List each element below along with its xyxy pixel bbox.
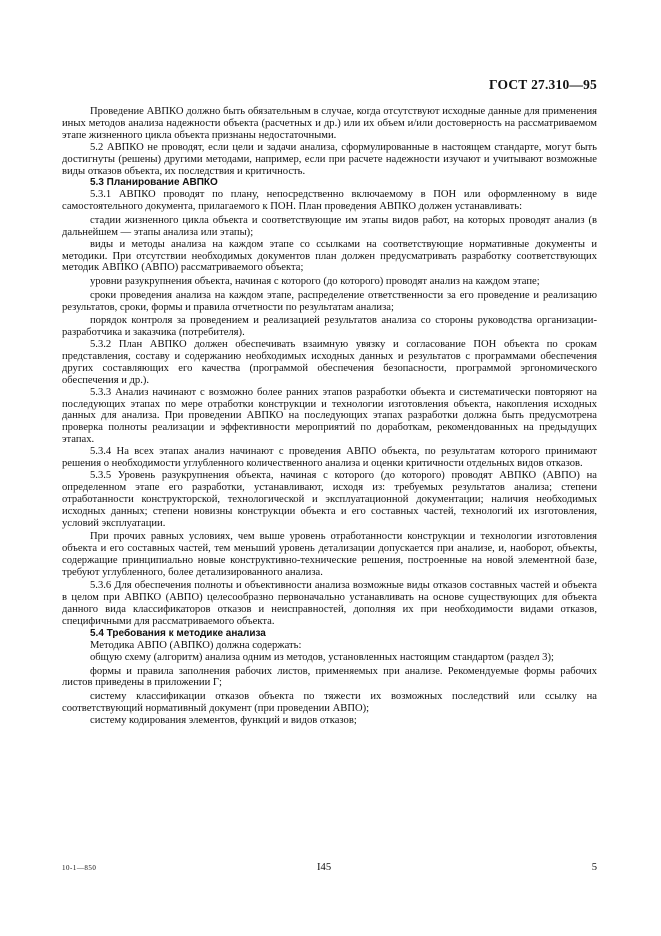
list-item: общую схему (алгоритм) анализа одним из методов, установленных настоящим стандартом (раздел 3); [90, 651, 554, 663]
print-code: 10-1—850 [62, 864, 97, 872]
paragraph: 5.2 АВПКО не проводят, если цели и задачи анализа, сформулированные в настоящем стандарте, могут быть достигнуты (решены) другими методами, например, если при расчете надежности изучают и учитывают возможные виды отказов объекта, их последствия и критичность. [62, 141, 597, 177]
list-item: систему классификации отказов объекта по тяжести их возможных последствий или ссылку на соответствующий нормативный документ (при проведении АВПО); [62, 691, 597, 714]
paragraph: При прочих равных условиях, чем выше уровень отработанности конструкции и технологии изготовления объекта и его составных частей, тем меньший уровень детализации допускается при анализе, и, наоборот, объекты, содержащие принципиально новые конструктивно-технические решения, построенные на новой элементной базе, требуют углубленного, более детализированного анализа. [62, 531, 597, 578]
list-item: сроки проведения анализа на каждом этапе, распределение ответственности за его проведение и реализацию результатов, сроки, формы и правила отчетности по результатам анализа; [62, 289, 597, 313]
list-item: уровни разукрупнения объекта, начиная с которого (до которого) проводят анализ на каждом этапе; [90, 276, 540, 288]
body-text [62, 106, 597, 727]
list-item: формы и правила заполнения рабочих листов, применяемых при анализе. Рекомендуемые формы рабочих листов приведены в приложении Г; [62, 665, 597, 689]
paragraph: 5.3.2 План АВПКО должен обеспечивать взаимную увязку и согласование ПОН объекта по срокам представления, составу и содержанию необходимых исходных данных и результатов с программами обеспечения других составляющих его качества (программой обеспечения безопасности, программой эргономического обеспечения и др.). [62, 338, 597, 386]
list-item: систему кодирования элементов, функций и видов отказов; [90, 714, 357, 726]
section-heading: 5.3 Планирование АВПКО [90, 177, 218, 189]
page-footer [62, 862, 597, 876]
page-number: 5 [591, 862, 597, 873]
paragraph: 5.3.3 Анализ начинают с возможно более ранних этапов разработки объекта и систематически повторяют на последующих этапах по мере отработки конструкции и технологии изготовления объекта, накопления исходных данных для анализа. При проведении АВПКО на последующих этапах разработки должна быть предусмотрена проверка полноты реализации и эффективности мероприятий по доработкам, рекомендованных на предыдущих этапах. [62, 386, 597, 446]
paragraph: 5.3.4 На всех этапах анализ начинают с проведения АВПО объекта, по результатам которого принимают решения о необходимости углубленного количественного анализа и оценки критичности отдельных видов отказов. [62, 446, 597, 470]
standard-designation: ГОСТ 27.310—95 [489, 77, 597, 92]
paragraph: 5.3.6 Для обеспечения полноты и объективности анализа возможные виды отказов составных частей и объекта в целом при АВПКО (АВПО) целесообразно первоначально устанавливать на основе существующих для объекта данного вида классификаторов отказов и неисправностей, дополняя их при необходимости видами отказов, специфичными для рассматриваемого объекта. [62, 580, 597, 628]
section-heading: 5.4 Требования к методике анализа [90, 628, 266, 640]
paragraph: Проведение АВПКО должно быть обязательным в случае, когда отсутствуют исходные данные для применения иных методов анализа надежности объекта (расчетных и др.) или их объем и/или достоверность на рассматриваемом этапе жизненного цикла объекта признаны недостаточными. [62, 106, 597, 141]
list-item: стадии жизненного цикла объекта и соответствующие им этапы видов работ, на которых проводят анализ (в дальнейшем — этапы анализа или этапы); [62, 214, 597, 238]
paragraph: 5.3.5 Уровень разукрупнения объекта, начиная с которого (до которого) проводят АВПКО (АВПО) на определенном этапе его разработки, устанавливают, исходя из: требуемых результатов анализа; степени отработанности конструкторской, технологической и эксплуатационной документации; наличия необходимых исходных данных; степени новизны конструкции объекта и его составных частей, технологий их изготовления, условий эксплуатации. [62, 469, 597, 529]
list-item: виды и методы анализа на каждом этапе со ссылками на соответствующие нормативные документы и методики. При отсутствии необходимых документов план должен предусматривать разработку соответствующих методик АВПКО (АВПО) рассматриваемого объекта; [62, 238, 597, 274]
paragraph: 5.3.1 АВПКО проводят по плану, непосредственно включаемому в ПОН или оформленному в виде самостоятельного документа, прилагаемого к ПОН. План проведения АВПКО должен устанавливать: [62, 189, 597, 213]
center-page-number: I45 [317, 862, 332, 873]
list-item: порядок контроля за проведением и реализацией результатов анализа со стороны руководства организации-разработчика и заказчика (потребителя). [62, 315, 597, 339]
paragraph: Методика АВПО (АВПКО) должна содержать: [90, 640, 302, 651]
